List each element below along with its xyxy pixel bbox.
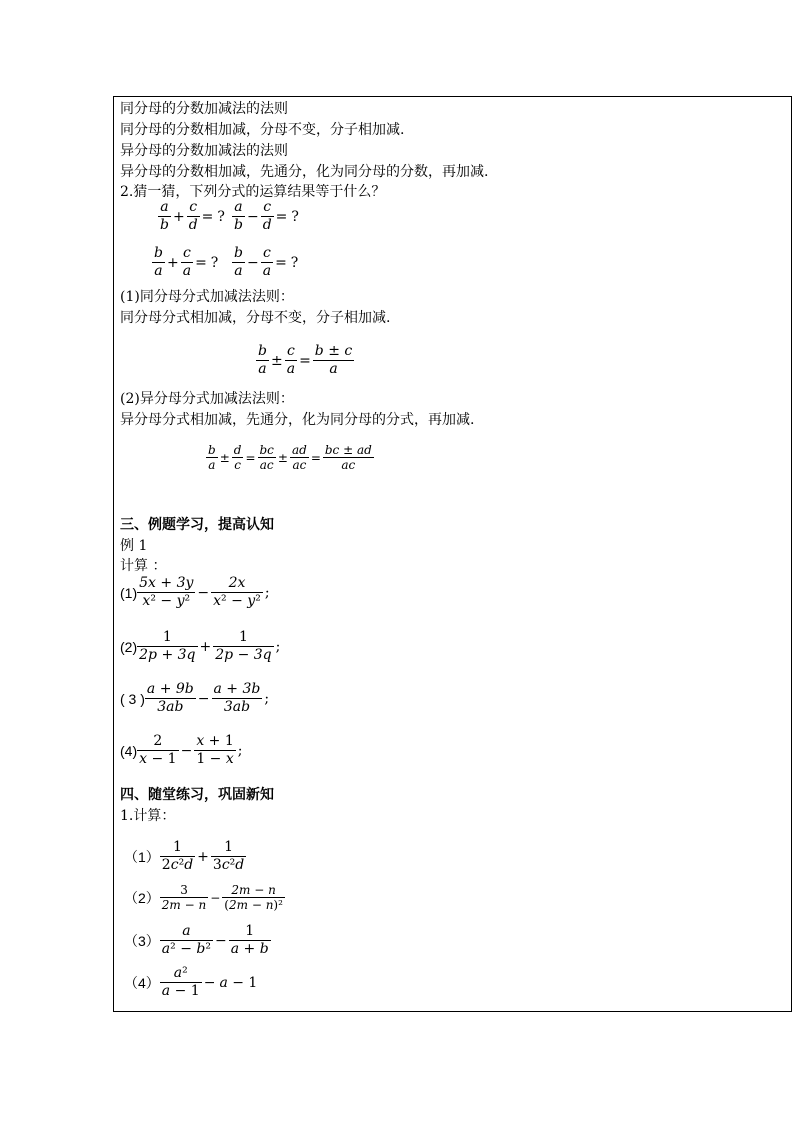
- practice-item-2: （2） $\frac{3}{2m - n}$ − $\frac{2m - n}{\text{(2m − n)²}}$: [124, 883, 283, 912]
- formula-rule-1: $\frac{b}{a}$ ± $\frac{c}{a}$ = $\frac{b \pm c}{a}$: [258, 343, 353, 377]
- practice-item-3: （3） $\frac{a}{\text{a² − b²}}$ − $\frac{1}{a + b}$: [124, 923, 269, 957]
- text-line: (1)同分母分式加减法法则：: [120, 289, 294, 305]
- section-heading: 四、随堂练习，巩固新知: [120, 787, 274, 803]
- formula-rule-2: $\frac{b}{a}$ ± $\frac{d}{c}$ = $\frac{bc}{ac}$ ± $\frac{ad}{ac}$ = $\frac{bc \pm ad}{ac}$: [208, 443, 372, 472]
- example-item-2: (2) $\frac{1}{2p + 3q}$ + $\frac{1}{2p - 3q}$ ;: [120, 629, 281, 663]
- content-box: [113, 96, 792, 1012]
- text-line: 同分母分式相加减，分母不变，分子相加减.: [120, 310, 391, 326]
- text-line: 计算 ：: [120, 558, 167, 574]
- example-item-3: ( 3 ) $\frac{a + 9b}{3ab}$ − $\frac{a + 3b}{3ab}$ ;: [120, 681, 270, 715]
- formula-guess-3: $\frac{b}{a}$ + $\frac{c}{a}$ = ?: [154, 245, 219, 279]
- text-line: 2.猜一猜，下列分式的运算结果等于什么？: [120, 184, 386, 200]
- text-line: 异分母的分数相加减，先通分，化为同分母的分数，再加减.: [120, 164, 489, 180]
- text-line: (2)异分母分式加减法法则：: [120, 391, 294, 407]
- text-line: 例 1: [120, 538, 148, 554]
- example-item-1: (1) $\frac{5x + 3y}{\text{x² − y²}}$ − $\frac{2x}{\text{x² − y²}}$ ;: [120, 575, 270, 609]
- practice-item-1: （1） $\frac{1}{\text{2c²d}}$ + $\frac{1}{\text{3c²d}}$: [124, 839, 245, 873]
- text-line: 1.计算：: [120, 808, 176, 824]
- section-heading: 三、例题学习，提高认知: [120, 517, 274, 533]
- text-line: 同分母的分数加减法的法则: [120, 101, 288, 117]
- formula-guess-1: $\frac{a}{b}$ + $\frac{c}{d}$ = ?: [160, 199, 225, 233]
- formula-guess-4: $\frac{b}{a}$ − $\frac{c}{a}$ = ?: [234, 245, 299, 279]
- formula-guess-2: $\frac{a}{b}$ − $\frac{c}{d}$ = ?: [234, 199, 299, 233]
- practice-item-4: （4） $\frac{\text{a²}}{a - 1}$ − a − 1: [124, 965, 258, 999]
- text-line: 异分母的分数加减法的法则: [120, 143, 288, 159]
- example-item-4: (4) $\frac{2}{x - 1}$ − $\frac{x + 1}{1 - x}$ ;: [120, 733, 243, 767]
- text-line: 同分母的分数相加减，分母不变，分子相加减.: [120, 122, 405, 138]
- text-line: 异分母分式相加减，先通分，化为同分母的分式，再加减.: [120, 412, 475, 428]
